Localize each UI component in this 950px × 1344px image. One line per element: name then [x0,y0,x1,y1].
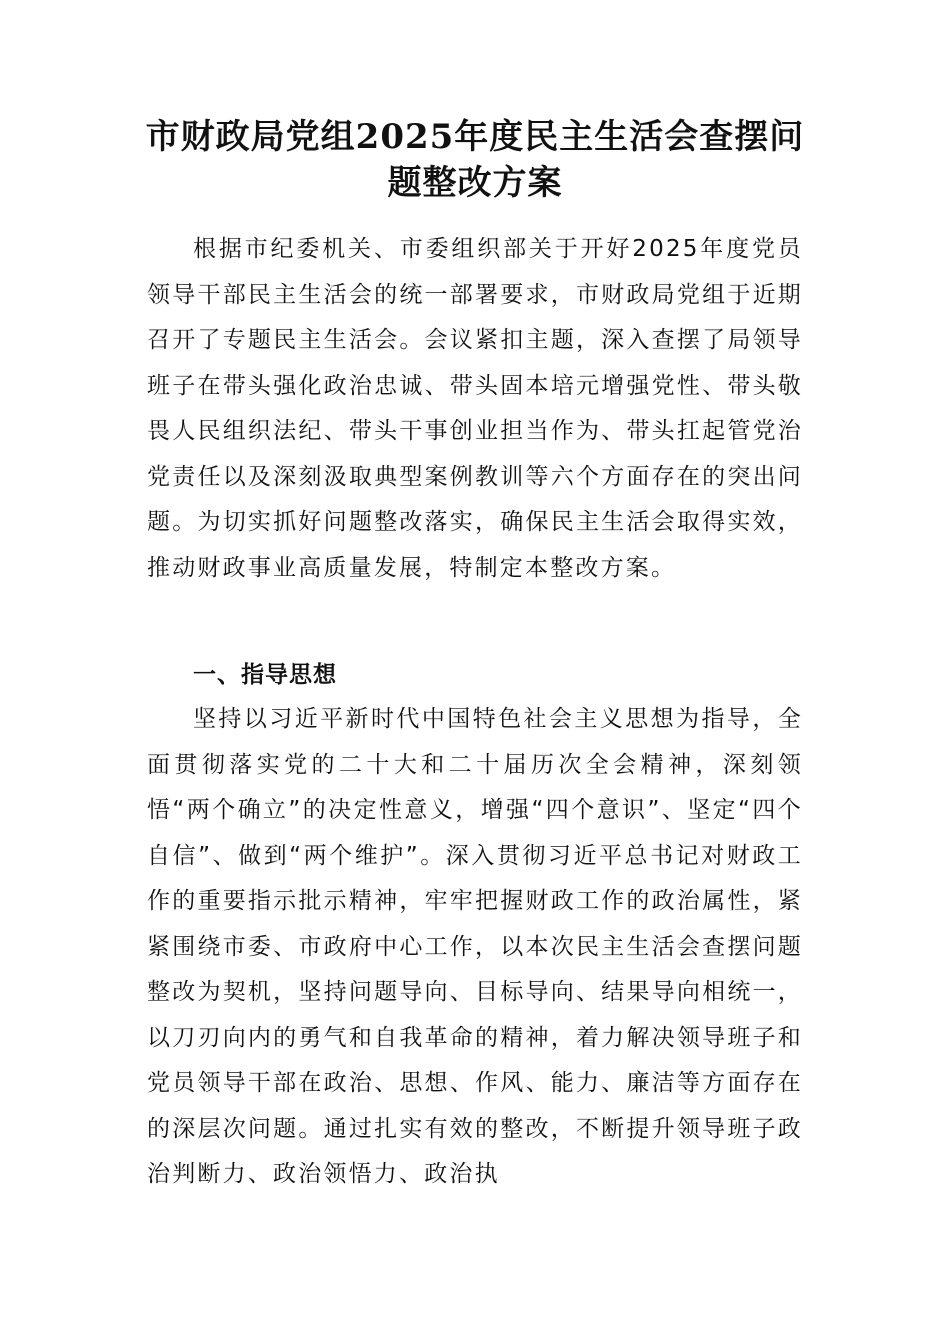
intro-paragraph: 根据市纪委机关、市委组织部关于开好2025年度党员领导干部民主生活会的统一部署要求，市财政局党组于近期召开了专题民主生活会。会议紧扣主题，深入查摆了局领导班子在带头强化政治忠诚、带头固本培元增强党性、带头敬畏人民组织法纪、带头干事创业担当作为、带头扛起管党治党责任以及深刻汲取典型案例教训等六个方面存在的突出问题。为切实抓好问题整改落实，确保民主生活会取得实效，推动财政事业高质量发展，特制定本整改方案。 [147,236,803,581]
section-paragraph-guiding-ideology: 坚持以习近平新时代中国特色社会主义思想为指导，全面贯彻落实党的二十大和二十届历次全会精神，深刻领悟“两个确立”的决定性意义，增强“四个意识”、坚定“四个自信”、做到“两个维护”。深入贯彻习近平总书记对财政工作的重要指示批示精神，牢牢把握财政工作的政治属性，紧紧围绕市委、市政府中心工作，以本次民主生活会查摆问题整改为契机，坚持问题导向、目标导向、结果导向相统一，以刀刃向内的勇气和自我革命的精神，着力解决领导班子和党员领导干部在政治、思想、作风、能力、廉洁等方面存在的深层次问题。通过扎实有效的整改，不断提升领导班子政治判断力、政治领悟力、政治执 [147,706,803,1187]
section-heading-guiding-ideology: 一、指导思想 [193,662,337,688]
document-title: 市财政局党组2025年度民主生活会查摆问题整改方案 [145,117,805,203]
